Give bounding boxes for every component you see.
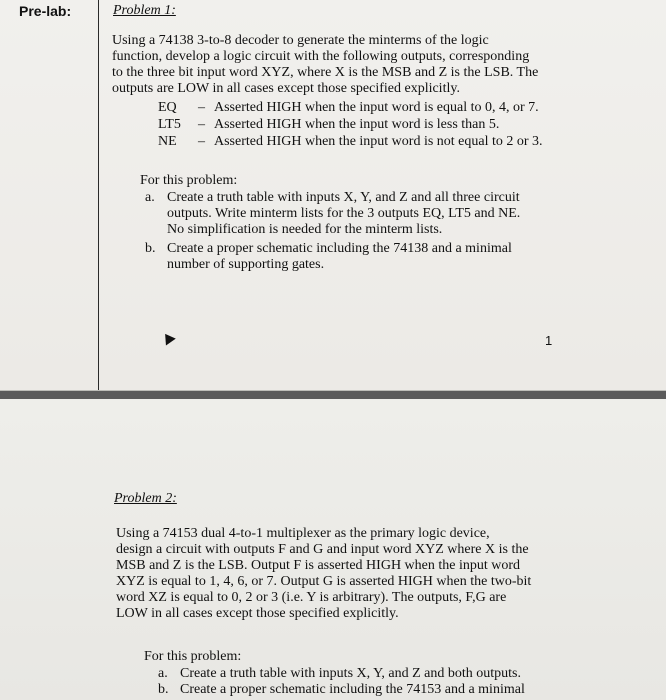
margin-rule bbox=[98, 0, 99, 390]
mouse-cursor-icon bbox=[160, 330, 176, 345]
item-a-text bbox=[167, 190, 520, 238]
page-two bbox=[0, 399, 666, 700]
text-line: LOW in all cases except those specified explicitly. bbox=[116, 606, 399, 621]
text-line: Using a 74138 3-to-8 decoder to generate the minterms of the logic bbox=[112, 33, 489, 48]
item-b-text bbox=[167, 241, 512, 273]
text-line: MSB and Z is the LSB. Output F is asserted HIGH when the input word bbox=[116, 558, 521, 573]
def-ne: NE – Asserted HIGH when the input word is not equal to 2 or 3. bbox=[158, 134, 543, 149]
text-line: XYZ is equal to 1, 4, 6, or 7. Output G is asserted HIGH when the two-bit bbox=[116, 574, 532, 589]
text-line: to the three bit input word XYZ, where X is the MSB and Z is the LSB. The bbox=[112, 65, 539, 80]
text-line: No simplification is needed for the minterm lists. bbox=[167, 222, 443, 237]
prelab-label: Pre-lab: bbox=[19, 3, 72, 19]
item-b-label: b. bbox=[145, 241, 156, 256]
text-line: function, develop a logic circuit with the following outputs, corresponding bbox=[112, 49, 530, 64]
page-number: 1 bbox=[545, 333, 553, 348]
item-a-label-2: a. bbox=[158, 666, 168, 681]
page-divider bbox=[0, 391, 666, 399]
text-line: Using a 74153 dual 4-to-1 multiplexer as the primary logic device, bbox=[116, 526, 490, 541]
for-this-problem-label-2: For this problem: bbox=[144, 649, 242, 664]
problem-1-title: Problem 1: bbox=[113, 3, 176, 18]
text-line: design a circuit with outputs F and G and input word XYZ where X is the bbox=[116, 542, 529, 557]
def-lt5: LT5 – Asserted HIGH when the input word is less than 5. bbox=[158, 117, 500, 132]
problem-2-title: Problem 2: bbox=[114, 491, 177, 506]
text-line: Create a truth table with inputs X, Y, and Z and all three circuit bbox=[167, 190, 520, 205]
text-line: word XZ is equal to 0, 2 or 3 (i.e. Y is arbitrary). The outputs, F,G are bbox=[116, 590, 507, 605]
text-line: outputs. Write minterm lists for the 3 outputs EQ, LT5 and NE. bbox=[167, 206, 521, 221]
item-a-label: a. bbox=[145, 190, 155, 205]
def-eq: EQ – Asserted HIGH when the input word is equal to 0, 4, or 7. bbox=[158, 100, 539, 115]
problem-1-description bbox=[112, 33, 538, 97]
problem-2-description bbox=[116, 526, 531, 622]
item-a-text-2: Create a truth table with inputs X, Y, and Z and both outputs. bbox=[180, 666, 522, 681]
text-line: number of supporting gates. bbox=[167, 257, 325, 272]
item-b-text-2: Create a proper schematic including the 74153 and a minimal bbox=[180, 682, 525, 697]
text-line: outputs are LOW in all cases except those specified explicitly. bbox=[112, 81, 460, 96]
text-line: Create a proper schematic including the 74138 and a minimal bbox=[167, 241, 512, 256]
item-b-label-2: b. bbox=[158, 682, 169, 697]
for-this-problem-label: For this problem: bbox=[140, 173, 238, 188]
